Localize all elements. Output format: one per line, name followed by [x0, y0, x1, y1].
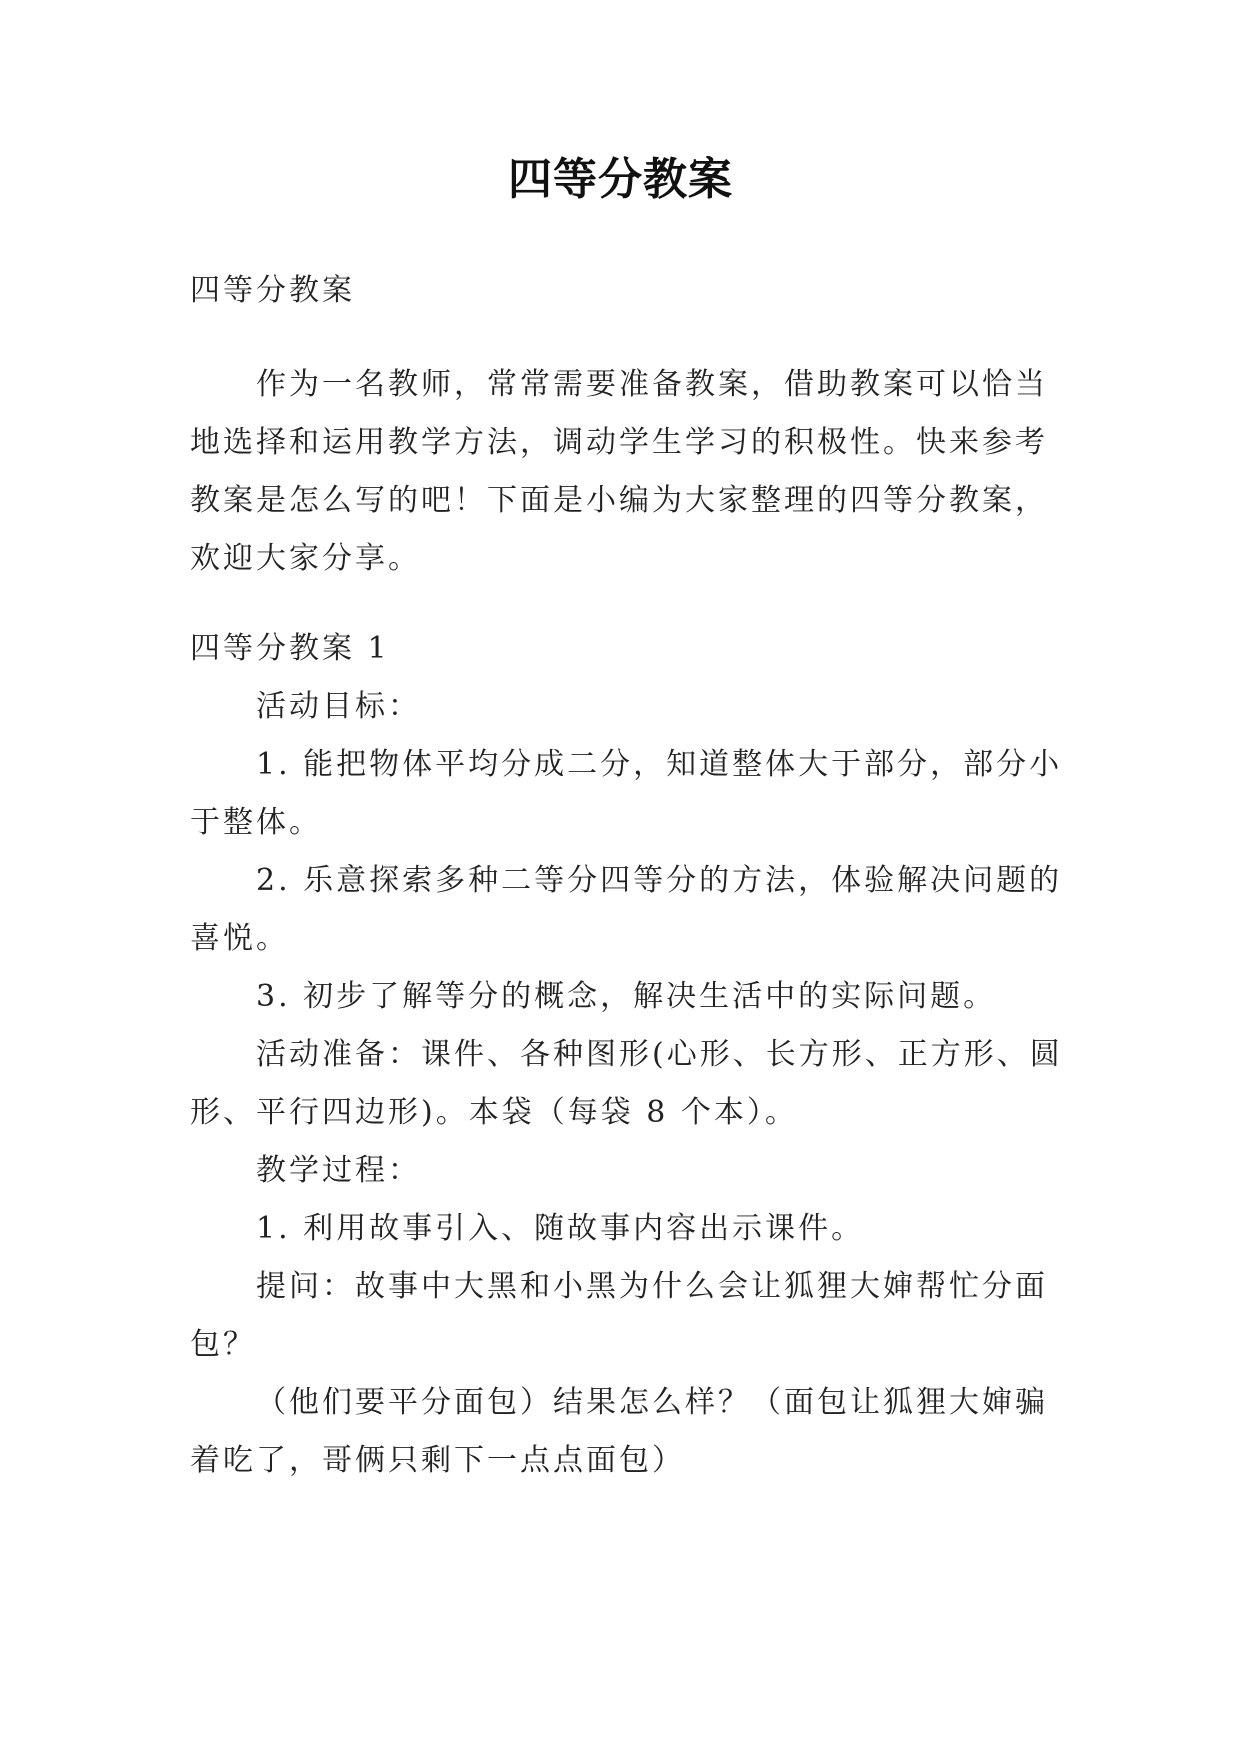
document-title: 四等分教案 [508, 154, 733, 205]
paragraph-preparation: 活动准备：课件、各种图形(心形、长方形、正方形、圆形、平行四边形)。本袋（每袋 8 个本）。 [190, 1037, 1063, 1130]
document-subtitle: 四等分教案 [190, 273, 355, 308]
paragraph-answer: （他们要平分面包）结果怎么样？（面包让狐狸大婶骗着吃了，哥俩只剩下一点点面包） [190, 1385, 1048, 1478]
document-subtitle-block [190, 262, 1070, 320]
paragraph-question: 提问：故事中大黑和小黑为什么会让狐狸大婶帮忙分面包？ [190, 1269, 1048, 1362]
paragraph-goal-3: 3. 初步了解等分的概念，解决生活中的实际问题。 [256, 979, 997, 1014]
section-block [190, 620, 1070, 1490]
paragraph-activity-goals: 活动目标： [256, 689, 421, 724]
intro-block [190, 356, 1070, 588]
intro-paragraph: 作为一名教师，常常需要准备教案，借助教案可以恰当地选择和运用教学方法，调动学生学习的积极性。快来参考教案是怎么写的吧！下面是小编为大家整理的四等分教案，欢迎大家分享。 [190, 367, 1048, 576]
paragraph-goal-2: 2. 乐意探索多种二等分四等分的方法，体验解决问题的喜悦。 [190, 863, 1063, 956]
paragraph-goal-1: 1. 能把物体平均分成二分，知道整体大于部分，部分小于整体。 [190, 747, 1063, 840]
paragraph-process-1: 1. 利用故事引入、随故事内容出示课件。 [256, 1211, 865, 1246]
section-heading: 四等分教案 1 [190, 631, 390, 666]
paragraph-process-heading: 教学过程： [256, 1153, 421, 1188]
